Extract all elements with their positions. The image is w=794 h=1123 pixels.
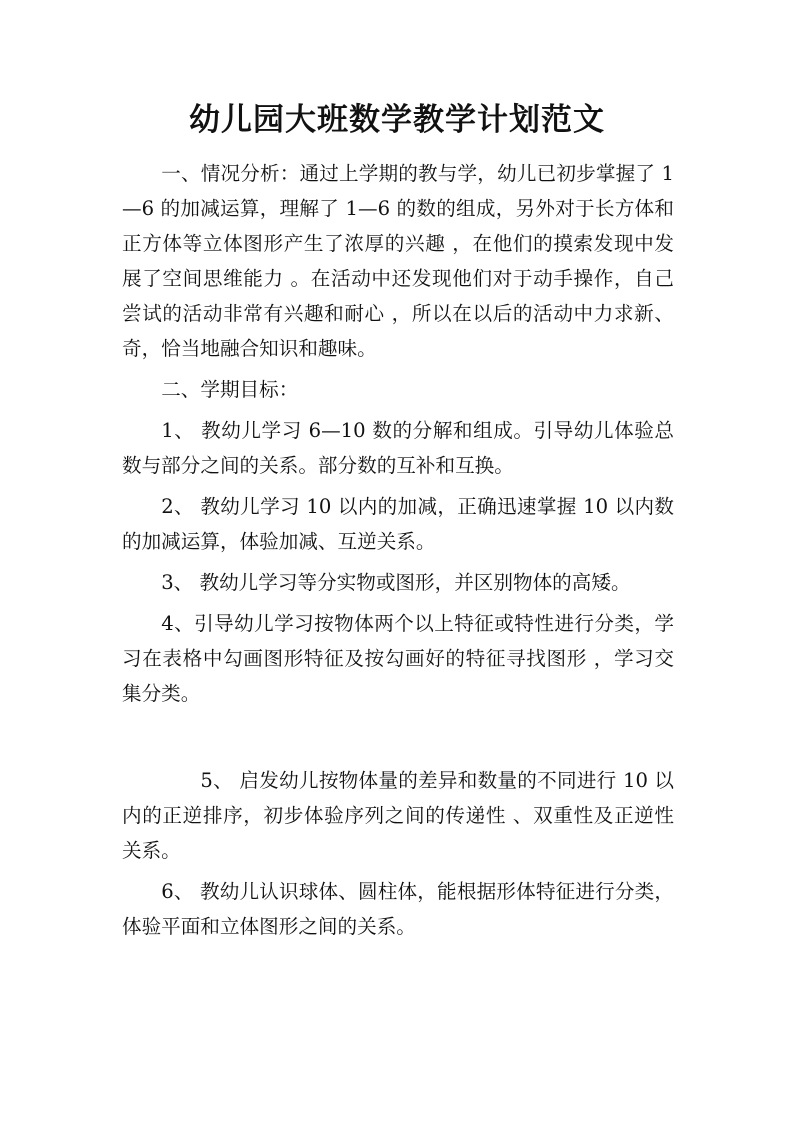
paragraph-semester-goals-heading: 二、学期目标： xyxy=(161,378,299,401)
document-title: 幼儿园大班数学教学计划范文 xyxy=(189,102,605,138)
paragraph-situation-analysis: 一、情况分析：通过上学期的教与学，幼儿已初步掌握了 1—6 的加减运算，理解了 1—6 的数的组成，另外对于长方体和正方体等立体图形产生了浓厚的兴趣 ，在他们的摸索发现中发展了空间思维能力 。在活动中还发现他们对于动手操作，自己尝试的活动非常有兴趣和耐心 ，所以在以后的活动中力求新、奇，恰当地融合知识和趣味。 xyxy=(122,162,674,360)
paragraph-goal-4: 4、引导幼儿学习按物体两个以上特征或特性进行分类，学习在表格中勾画图形特征及按勾画好的特征寻找图形 ，学习交集分类。 xyxy=(122,612,674,705)
paragraph-goal-1: 1、 教幼儿学习 6—10 数的分解和组成。引导幼儿体验总数与部分之间的关系。部分数的互补和互换。 xyxy=(122,419,674,477)
paragraph-goal-3: 3、 教幼儿学习等分实物或图形，并区别物体的高矮。 xyxy=(161,571,631,594)
paragraph-goal-2: 2、 教幼儿学习 10 以内的加减，正确迅速掌握 10 以内数的加减运算，体验加减、互逆关系。 xyxy=(122,495,674,553)
paragraph-goal-6: 6、 教幼儿认识球体、圆柱体，能根据形体特征进行分类，体验平面和立体图形之间的关系。 xyxy=(122,880,674,938)
paragraph-goal-5: 5、 启发幼儿按物体量的差异和数量的不同进行 10 以内的正逆排序，初步体验序列之间的传递性 、双重性及正逆性关系。 xyxy=(122,769,674,862)
document-body xyxy=(122,156,674,944)
